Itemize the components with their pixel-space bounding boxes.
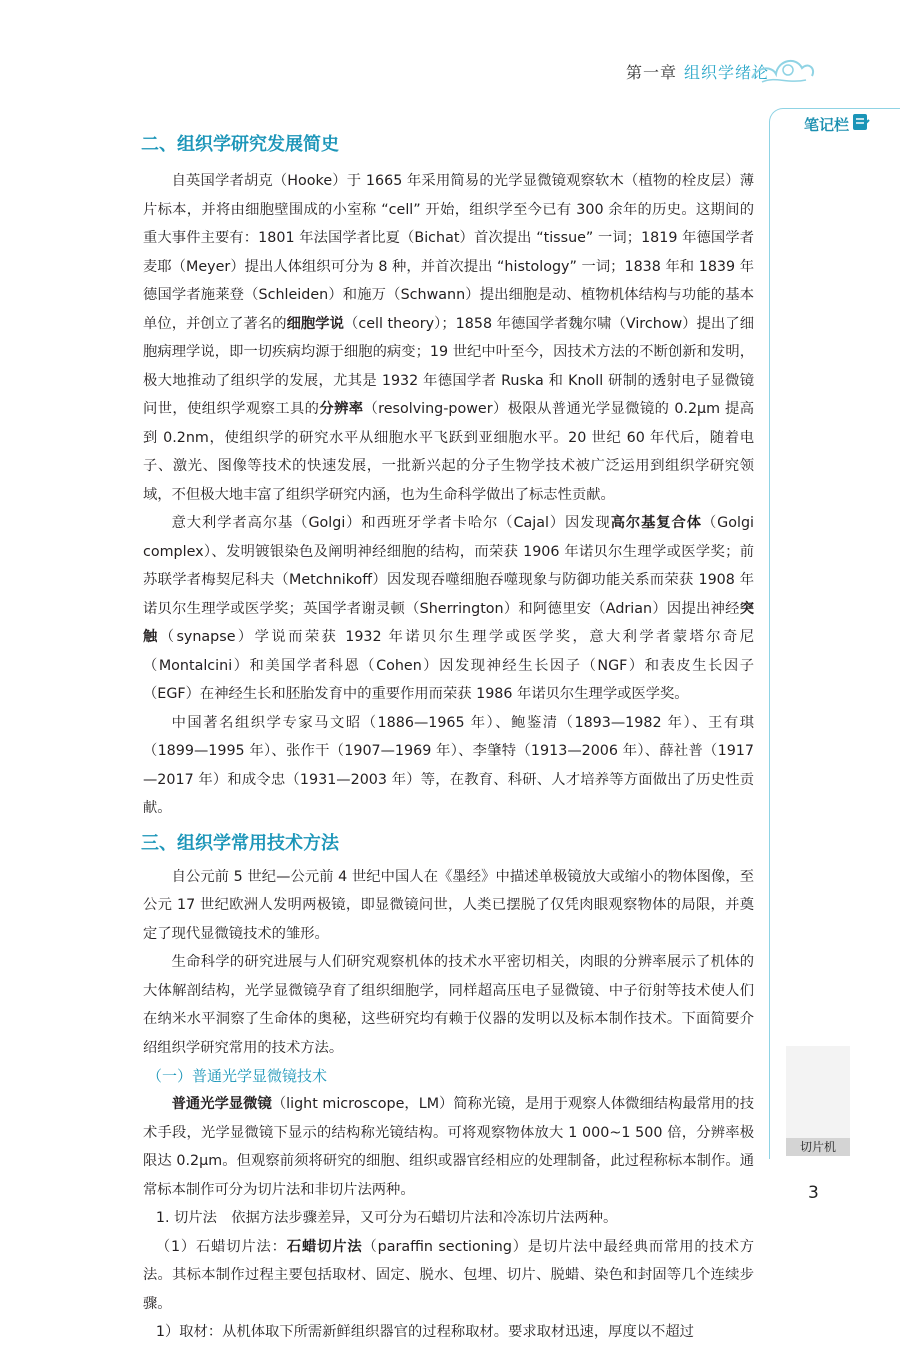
chapter-label: 第一章 <box>626 63 678 82</box>
paragraph: 意大利学者高尔基（Golgi）和西班牙学者卡哈尔（Cajal）因发现高尔基复合体（Golgi complex）、发明镀银染色及阐明神经细胞的结构，而荣获 1906 年诺贝尔生理学或医学奖；前苏联学者梅契尼科夫（Metchnikoff）因发现吞噬细胞吞噬现象与防御功能关系而荣获 1908 年诺贝尔生理学或医学奖；英国学者谢灵顿（Sherrington）和阿德里安（Adrian）因提出神经突触（synapse）学说而荣获 1932 年诺贝尔生理学或医学奖，意大利学者蒙塔尔奇尼（Montalcini）和美国学者科恩（Cohen）因发现神经生长因子（NGF）和表皮生长因子（EGF）在神经生长和胚胎发育中的重要作用而荣获 1986 年诺贝尔生理学或医学奖。 <box>143 515 755 702</box>
microtome-caption: 切片机 <box>786 1138 850 1156</box>
paragraph: （1）石蜡切片法：石蜡切片法（paraffin sectioning）是切片法中最经典而常用的技术方法。其标本制作过程主要包括取材、固定、脱水、包埋、切片、脱蜡、染色和封固等几个连续步骤。 <box>143 1238 754 1312</box>
microtome-image <box>786 1046 850 1138</box>
page-number: 3 <box>808 1183 819 1203</box>
paragraph: 生命科学的研究进展与人们研究观察机体的技术水平密切相关，肉眼的分辨率展示了机体的大体解剖结构，光学显微镜孕育了组织细胞学，同样超高压电子显微镜、中子衍射等技术使人们在纳米水平洞察了生命体的奥秘，这些研究均有赖于仪器的发明以及标本制作技术。下面简要介绍组织学研究常用的技术方法。 <box>143 954 754 1056</box>
term-resolving-power: 分辨率 <box>319 401 364 417</box>
chapter-title: 组织学绪论 <box>684 63 770 82</box>
paragraph: 自公元前 5 世纪—公元前 4 世纪中国人在《墨经》中描述单极镜放大或缩小的物体图像，至公元 17 世纪欧洲人发明两极镜，即显微镜问世，人类已摆脱了仅凭肉眼观察物体的局限，并奠定了现代显微镜技术的雏形。 <box>143 868 754 942</box>
term-paraffin-sectioning: 石蜡切片法 <box>286 1238 363 1255</box>
term-synapse: 突触 <box>143 600 754 645</box>
paragraph: 自英国学者胡克（Hooke）于 1665 年采用简易的光学显微镜观察软木（植物的栓皮层）薄片标本，并将由细胞壁围成的小室称 “cell” 开始，组织学至今已有 300 余年的历史。这期间的重大事件主要有：1801 年法国学者比夏（Bichat）首次提出 “tissue” 一词；1819 年德国学者麦耶（Meyer）提出人体组织可分为 8 种，并首次提出 “histology” 一词；1838 年和 1839 年德国学者施莱登（Schleiden）和施万（Schwann）提出细胞是动、植物机体结构与功能的基本单位，并创立了著名的细胞学说（cell theory）；1858 年德国学者魏尔啸（Virchow）提出了细胞病理学说，即一切疾病均源于细胞的病变；19 世纪中叶至今，因技术方法的不断创新和发明，极大地推动了组织学的发展，尤其是 1932 年德国学者 Ruska 和 Knoll 研制的透射电子显微镜问世，使组织学观察工具的分辨率（resolving-power）极限从普通光学显微镜的 0.2μm 提高到 0.2nm，使组织学的研究水平从细胞水平飞跃到亚细胞水平。20 世纪 60 年代后，随着电子、激光、图像等技术的快速发展，一批新兴起的分子生物学技术被广泛运用到组织学研究领域，不但极大地丰富了组织学研究内涵，也为生命科学做出了标志性贡献。 <box>143 173 755 503</box>
cloud-ornament-icon <box>748 48 818 88</box>
main-content <box>143 130 754 1347</box>
notepad-icon <box>851 112 871 132</box>
paragraph: 1. 切片法 依据方法步骤差异，又可分为石蜡切片法和冷冻切片法两种。 <box>155 1210 618 1226</box>
section-heading-history: 二、组织学研究发展简史 <box>141 134 339 155</box>
term-light-microscope: 普通光学显微镜 <box>171 1096 272 1112</box>
notes-sidebar <box>769 108 900 1159</box>
notes-label: 笔记栏 <box>804 116 850 134</box>
term-golgi-complex: 高尔基复合体 <box>610 515 702 531</box>
paragraph: 普通光学显微镜（light microscope，LM）简称光镜，是用于观察人体微细结构最常用的技术手段，光学显微镜下显示的结构称光镜结构。可将观察物体放大 1 000~1 500 倍，分辨率极限达 0.2μm。但观察前须将研究的细胞、组织或器官经相应的处理制备，此过程称标本制作。通常标本制作可分为切片法和非切片法两种。 <box>143 1096 755 1198</box>
paragraph: 中国著名组织学专家马文昭（1886—1965 年）、鲍鉴清（1893—1982 年）、王有琪（1899—1995 年）、张作干（1907—1969 年）、李肇特（1913—2006 年）、薛社普（1917—2017 年）和成令忠（1931—2003 年）等，在教育、科研、人才培养等方面做出了历史性贡献。 <box>143 714 754 816</box>
section-heading-methods: 三、组织学常用技术方法 <box>141 832 339 854</box>
term-cell-theory: 细胞学说 <box>286 315 344 332</box>
subsection-heading-lm: （一）普通光学显微镜技术 <box>147 1067 328 1085</box>
paragraph: 1）取材：从机体取下所需新鲜组织器官的过程称取材。要求取材迅速，厚度以不超过 <box>155 1324 694 1340</box>
